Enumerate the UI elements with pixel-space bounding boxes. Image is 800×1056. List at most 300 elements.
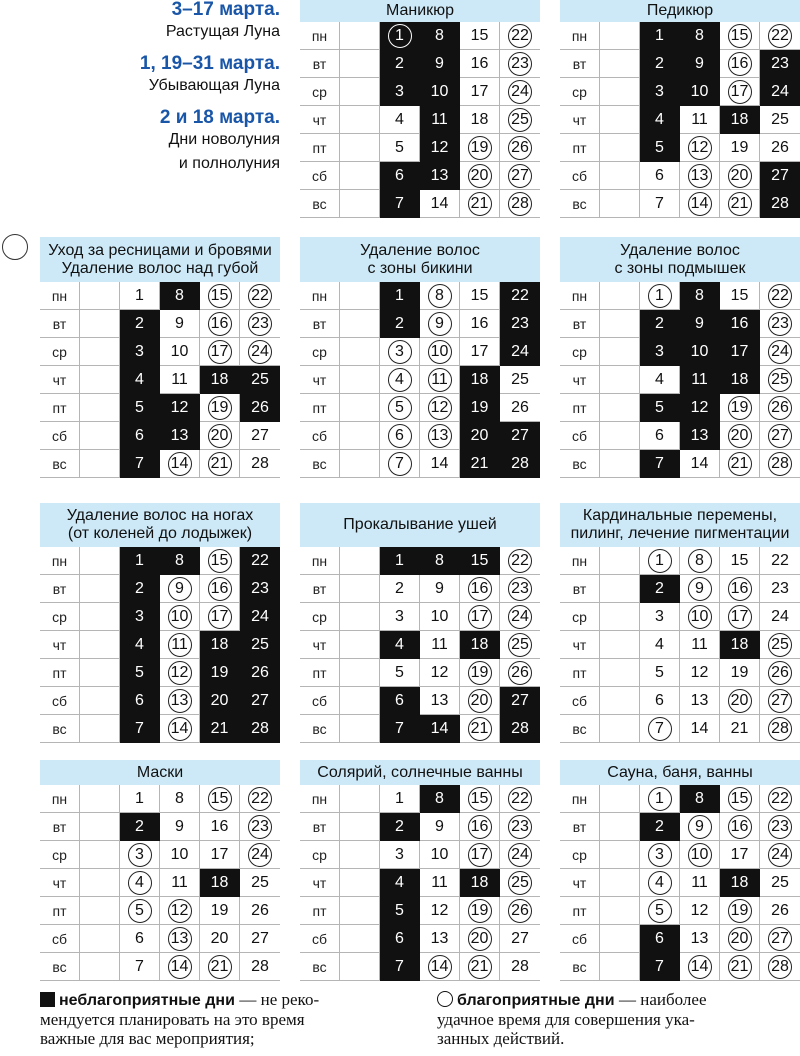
day-cell-unfavorable	[380, 631, 420, 659]
day-number: 15	[730, 551, 749, 569]
day-cell	[120, 785, 160, 813]
legend-good-key: благоприятные дни	[457, 992, 615, 1009]
day-number: 7	[655, 194, 664, 212]
day-cell-empty	[600, 422, 640, 450]
day-number-circled: 19	[468, 136, 492, 160]
day-cell-unfavorable	[760, 190, 800, 218]
day-number: 3	[395, 607, 404, 625]
day-cell-favorable	[160, 659, 200, 687]
day-cell-unfavorable	[460, 547, 500, 575]
day-number-circled: 26	[768, 661, 792, 685]
day-cell-unfavorable	[160, 547, 200, 575]
weekday-label: сб	[40, 687, 80, 715]
day-cell-unfavorable	[380, 282, 420, 310]
day-cell-unfavorable	[680, 78, 720, 106]
day-cell	[460, 50, 500, 78]
weekday-label: пт	[40, 659, 80, 687]
day-number-circled: 24	[508, 605, 532, 629]
weekday-label: пт	[300, 897, 340, 925]
day-number-circled: 27	[768, 424, 792, 448]
calendar-title-line: Удаление волос на ногах	[66, 507, 254, 524]
day-cell	[160, 310, 200, 338]
day-number-circled: 28	[768, 717, 792, 741]
day-number-circled: 15	[208, 549, 232, 573]
weekday-label: ср	[300, 338, 340, 366]
day-number-circled: 26	[768, 396, 792, 420]
day-cell-empty	[80, 338, 120, 366]
day-cell	[240, 897, 280, 925]
weekday-label: пн	[560, 22, 600, 50]
day-number-circled: 21	[468, 192, 492, 216]
weekday-label: вт	[300, 813, 340, 841]
calendar-grid	[560, 547, 800, 743]
day-cell-favorable	[760, 813, 800, 841]
legend-bad-text: — не реко-	[239, 990, 320, 1009]
day-cell-unfavorable	[200, 687, 240, 715]
day-cell-unfavorable	[380, 22, 420, 50]
day-number-circled: 15	[208, 787, 232, 811]
day-number: 17	[730, 342, 749, 360]
day-cell-unfavorable	[760, 78, 800, 106]
day-cell	[680, 897, 720, 925]
weekday-label: ср	[40, 338, 80, 366]
day-cell-favorable	[200, 785, 240, 813]
day-cell-favorable	[420, 282, 460, 310]
day-cell-empty	[340, 422, 380, 450]
calendar-title	[40, 760, 280, 785]
day-cell-empty	[600, 162, 640, 190]
day-number-circled: 22	[768, 284, 792, 308]
day-number: 16	[470, 54, 489, 72]
calendar-title-line: Педикюр	[646, 2, 714, 19]
day-cell	[760, 575, 800, 603]
day-number-circled: 12	[428, 396, 452, 420]
day-number-circled: 12	[168, 661, 192, 685]
day-number: 5	[135, 663, 144, 681]
day-cell-empty	[340, 190, 380, 218]
calendar-block	[300, 237, 540, 478]
day-number: 5	[395, 138, 404, 156]
day-number-circled: 15	[728, 787, 752, 811]
day-number-circled: 1	[648, 284, 672, 308]
weekday-label: пн	[300, 547, 340, 575]
day-cell	[640, 422, 680, 450]
day-number-circled: 14	[428, 955, 452, 979]
calendar-title	[300, 237, 540, 282]
day-cell	[680, 687, 720, 715]
day-number: 18	[210, 370, 229, 388]
day-cell-unfavorable	[640, 106, 680, 134]
day-cell-unfavorable	[120, 575, 160, 603]
day-number: 7	[135, 957, 144, 975]
day-cell-unfavorable	[160, 282, 200, 310]
moon-phase-title: 3–17 марта.	[171, 0, 280, 20]
day-cell-favorable	[720, 190, 760, 218]
day-cell-empty	[340, 813, 380, 841]
day-number-circled: 1	[648, 549, 672, 573]
day-number: 6	[655, 426, 664, 444]
day-cell-favorable	[240, 813, 280, 841]
day-number-circled: 25	[768, 368, 792, 392]
day-cell-unfavorable	[380, 162, 420, 190]
day-cell-empty	[80, 282, 120, 310]
day-cell-favorable	[720, 953, 760, 981]
day-number: 14	[690, 454, 709, 472]
day-number-circled: 22	[248, 284, 272, 308]
day-number: 4	[655, 370, 664, 388]
day-cell	[760, 134, 800, 162]
day-number: 7	[655, 957, 664, 975]
day-cell-favorable	[120, 841, 160, 869]
day-cell-unfavorable	[120, 603, 160, 631]
day-cell	[160, 869, 200, 897]
day-cell-favorable	[680, 575, 720, 603]
day-number: 10	[690, 342, 709, 360]
day-number-circled: 14	[168, 955, 192, 979]
day-cell-favorable	[760, 659, 800, 687]
day-number-circled: 7	[648, 717, 672, 741]
day-cell	[640, 366, 680, 394]
day-cell-favorable	[720, 813, 760, 841]
day-number: 5	[395, 901, 404, 919]
weekday-label: сб	[300, 422, 340, 450]
day-cell-empty	[600, 450, 640, 478]
day-number-circled: 4	[128, 871, 152, 895]
calendar-grid	[300, 282, 540, 478]
day-cell-empty	[80, 422, 120, 450]
day-number: 13	[690, 426, 709, 444]
day-number: 25	[511, 370, 529, 388]
day-cell-unfavorable	[380, 547, 420, 575]
day-number: 2	[135, 579, 144, 597]
day-cell-favorable	[500, 575, 540, 603]
day-cell	[680, 925, 720, 953]
day-number: 10	[170, 342, 189, 360]
day-number: 11	[691, 873, 708, 891]
day-cell-favorable	[760, 22, 800, 50]
day-cell-unfavorable	[160, 394, 200, 422]
day-cell-empty	[600, 925, 640, 953]
day-cell-unfavorable	[720, 631, 760, 659]
day-cell-empty	[340, 869, 380, 897]
weekday-label: вт	[560, 813, 600, 841]
calendar-title-line: Солярий, солнечные ванны	[317, 763, 523, 781]
day-number-circled: 26	[508, 661, 532, 685]
day-cell-favorable	[500, 631, 540, 659]
day-cell-favorable	[240, 282, 280, 310]
calendar-title	[560, 237, 800, 282]
day-cell	[380, 575, 420, 603]
calendar-block	[300, 760, 540, 981]
day-cell	[160, 813, 200, 841]
day-cell-unfavorable	[420, 22, 460, 50]
day-cell-empty	[600, 106, 640, 134]
day-cell-empty	[600, 547, 640, 575]
day-cell-unfavorable	[680, 50, 720, 78]
day-cell-unfavorable	[240, 631, 280, 659]
moon-phase-desc-line: Дни новолуния	[168, 131, 280, 148]
day-number: 8	[695, 26, 704, 44]
day-cell-unfavorable	[680, 338, 720, 366]
day-number-circled: 16	[728, 815, 752, 839]
day-cell	[380, 134, 420, 162]
day-cell-favorable	[720, 422, 760, 450]
day-number: 28	[511, 454, 529, 472]
day-cell-unfavorable	[460, 450, 500, 478]
day-cell-favorable	[760, 785, 800, 813]
weekday-label: сб	[560, 925, 600, 953]
day-number-circled: 28	[768, 452, 792, 476]
weekday-label: вс	[560, 450, 600, 478]
day-number-circled: 3	[388, 340, 412, 364]
day-cell-unfavorable	[420, 50, 460, 78]
day-cell	[240, 953, 280, 981]
day-cell-empty	[340, 394, 380, 422]
weekday-label: чт	[560, 631, 600, 659]
weekday-label: вс	[40, 715, 80, 743]
day-number-circled: 19	[728, 396, 752, 420]
day-cell	[720, 841, 760, 869]
day-number: 15	[470, 551, 489, 569]
day-cell	[460, 22, 500, 50]
moon-phase-desc: Растущая Луна	[165, 23, 280, 40]
day-cell	[640, 190, 680, 218]
day-cell-empty	[600, 603, 640, 631]
day-cell-favorable	[680, 547, 720, 575]
weekday-label: вс	[300, 450, 340, 478]
day-cell-favorable	[720, 897, 760, 925]
weekday-label: ср	[40, 841, 80, 869]
calendar-title	[560, 0, 800, 22]
day-cell	[420, 450, 460, 478]
day-number-circled: 4	[388, 368, 412, 392]
day-number: 28	[511, 719, 529, 737]
day-number: 16	[730, 314, 749, 332]
day-cell-unfavorable	[680, 422, 720, 450]
day-cell-favorable	[680, 813, 720, 841]
weekday-label: вт	[560, 310, 600, 338]
day-cell-unfavorable	[240, 659, 280, 687]
day-cell-favorable	[380, 394, 420, 422]
day-cell-empty	[340, 450, 380, 478]
day-number-circled: 5	[388, 396, 412, 420]
calendar-title	[560, 503, 800, 547]
day-number: 2	[655, 817, 664, 835]
day-cell-unfavorable	[420, 785, 460, 813]
weekday-label: чт	[560, 869, 600, 897]
day-cell-favorable	[200, 953, 240, 981]
day-cell	[380, 106, 420, 134]
day-cell-favorable	[160, 897, 200, 925]
day-number: 11	[171, 370, 188, 388]
day-cell-empty	[80, 310, 120, 338]
day-number: 14	[430, 194, 449, 212]
day-cell-empty	[340, 841, 380, 869]
calendar-title-line: с зоны бикини	[367, 259, 473, 277]
day-cell-unfavorable	[640, 78, 680, 106]
weekday-label: сб	[560, 422, 600, 450]
day-number: 6	[395, 929, 404, 947]
legend-good-text: — наиболее	[619, 990, 707, 1009]
calendar-title-line: (от коленей до лодыжек)	[67, 525, 253, 542]
weekday-label: вс	[40, 953, 80, 981]
day-number-circled: 16	[728, 52, 752, 76]
day-cell-favorable	[460, 925, 500, 953]
day-number-circled: 24	[508, 843, 532, 867]
weekday-label: сб	[560, 687, 600, 715]
day-cell-empty	[340, 785, 380, 813]
day-cell-unfavorable	[460, 869, 500, 897]
day-number: 3	[655, 82, 664, 100]
day-number-circled: 23	[768, 815, 792, 839]
day-cell-favorable	[380, 338, 420, 366]
day-number: 9	[435, 579, 444, 597]
day-cell	[760, 603, 800, 631]
day-cell-favorable	[500, 869, 540, 897]
weekday-label: пт	[560, 394, 600, 422]
day-number-circled: 27	[768, 689, 792, 713]
calendar-title-line: Удаление волос	[360, 241, 480, 259]
day-cell-unfavorable	[680, 310, 720, 338]
weekday-label: ср	[560, 603, 600, 631]
day-number: 28	[771, 194, 789, 212]
day-cell-favorable	[720, 78, 760, 106]
day-number: 4	[135, 635, 144, 653]
day-cell-empty	[340, 50, 380, 78]
day-cell-favorable	[640, 282, 680, 310]
day-cell-favorable	[460, 659, 500, 687]
day-cell-unfavorable	[380, 78, 420, 106]
day-cell-empty	[340, 134, 380, 162]
day-number: 9	[175, 314, 184, 332]
day-cell-empty	[600, 715, 640, 743]
day-cell-favorable	[760, 953, 800, 981]
day-cell-favorable	[760, 925, 800, 953]
day-number: 18	[470, 110, 489, 128]
day-number: 12	[430, 663, 449, 681]
day-cell	[420, 603, 460, 631]
weekday-label: пт	[560, 659, 600, 687]
day-number: 26	[511, 398, 529, 416]
day-number: 13	[430, 929, 449, 947]
day-number-circled: 22	[768, 787, 792, 811]
day-number: 24	[511, 342, 529, 360]
day-cell-unfavorable	[120, 394, 160, 422]
day-number: 11	[431, 635, 448, 653]
day-cell-unfavorable	[720, 366, 760, 394]
day-number: 26	[771, 138, 789, 156]
day-number: 19	[730, 138, 749, 156]
day-number: 23	[511, 314, 529, 332]
day-number: 1	[135, 551, 144, 569]
day-cell-favorable	[380, 366, 420, 394]
day-number: 11	[691, 635, 708, 653]
day-number-circled: 13	[688, 164, 712, 188]
day-number-circled: 19	[728, 899, 752, 923]
day-number: 5	[395, 663, 404, 681]
weekday-label: пн	[40, 547, 80, 575]
day-cell-unfavorable	[460, 366, 500, 394]
day-cell-unfavorable	[240, 603, 280, 631]
day-number-circled: 23	[248, 312, 272, 336]
day-number-circled: 3	[648, 843, 672, 867]
calendar-block	[40, 760, 280, 981]
day-number: 6	[655, 691, 664, 709]
day-cell-favorable	[200, 603, 240, 631]
day-number: 8	[435, 26, 444, 44]
day-cell-unfavorable	[240, 366, 280, 394]
day-cell-unfavorable	[420, 134, 460, 162]
day-number: 18	[730, 370, 749, 388]
day-number: 14	[430, 454, 449, 472]
day-number: 13	[430, 691, 449, 709]
day-cell	[760, 547, 800, 575]
day-number: 13	[170, 426, 189, 444]
weekday-label: пт	[560, 897, 600, 925]
day-cell-empty	[600, 785, 640, 813]
day-cell-favorable	[460, 687, 500, 715]
day-number: 10	[430, 845, 449, 863]
day-number-circled: 24	[508, 80, 532, 104]
day-cell-favorable	[160, 575, 200, 603]
day-number-circled: 16	[208, 312, 232, 336]
weekday-label: чт	[40, 869, 80, 897]
weekday-label: сб	[40, 422, 80, 450]
day-cell-favorable	[160, 953, 200, 981]
day-cell-unfavorable	[120, 422, 160, 450]
day-cell-favorable	[160, 715, 200, 743]
day-cell-favorable	[680, 162, 720, 190]
weekday-label: пт	[300, 134, 340, 162]
day-number: 5	[655, 138, 664, 156]
day-cell-favorable	[380, 422, 420, 450]
day-number-circled: 16	[728, 577, 752, 601]
day-number: 11	[691, 370, 708, 388]
day-cell-unfavorable	[380, 310, 420, 338]
day-cell-unfavorable	[720, 338, 760, 366]
day-cell-unfavorable	[460, 422, 500, 450]
day-cell-unfavorable	[240, 394, 280, 422]
day-cell-empty	[600, 50, 640, 78]
weekday-label: сб	[300, 687, 340, 715]
day-number: 25	[251, 873, 269, 891]
day-number-circled: 26	[508, 899, 532, 923]
day-cell-unfavorable	[680, 22, 720, 50]
day-number-circled: 20	[208, 424, 232, 448]
day-number: 27	[771, 166, 789, 184]
day-cell	[500, 953, 540, 981]
day-cell-favorable	[160, 603, 200, 631]
day-number-circled: 24	[768, 340, 792, 364]
day-number: 26	[251, 398, 269, 416]
day-number-circled: 21	[728, 452, 752, 476]
day-number-circled: 20	[728, 424, 752, 448]
weekday-label: вс	[300, 715, 340, 743]
day-number: 14	[430, 719, 449, 737]
weekday-label: ср	[300, 841, 340, 869]
day-number-circled: 16	[468, 577, 492, 601]
day-number: 7	[655, 454, 664, 472]
weekday-label: вс	[300, 190, 340, 218]
day-cell-empty	[600, 813, 640, 841]
day-number-circled: 1	[648, 787, 672, 811]
legend-bad-key: неблагоприятные дни	[59, 992, 235, 1009]
day-number: 7	[395, 957, 404, 975]
day-cell-unfavorable	[640, 22, 680, 50]
day-cell-unfavorable	[500, 687, 540, 715]
day-number: 9	[695, 314, 704, 332]
day-cell-unfavorable	[500, 338, 540, 366]
